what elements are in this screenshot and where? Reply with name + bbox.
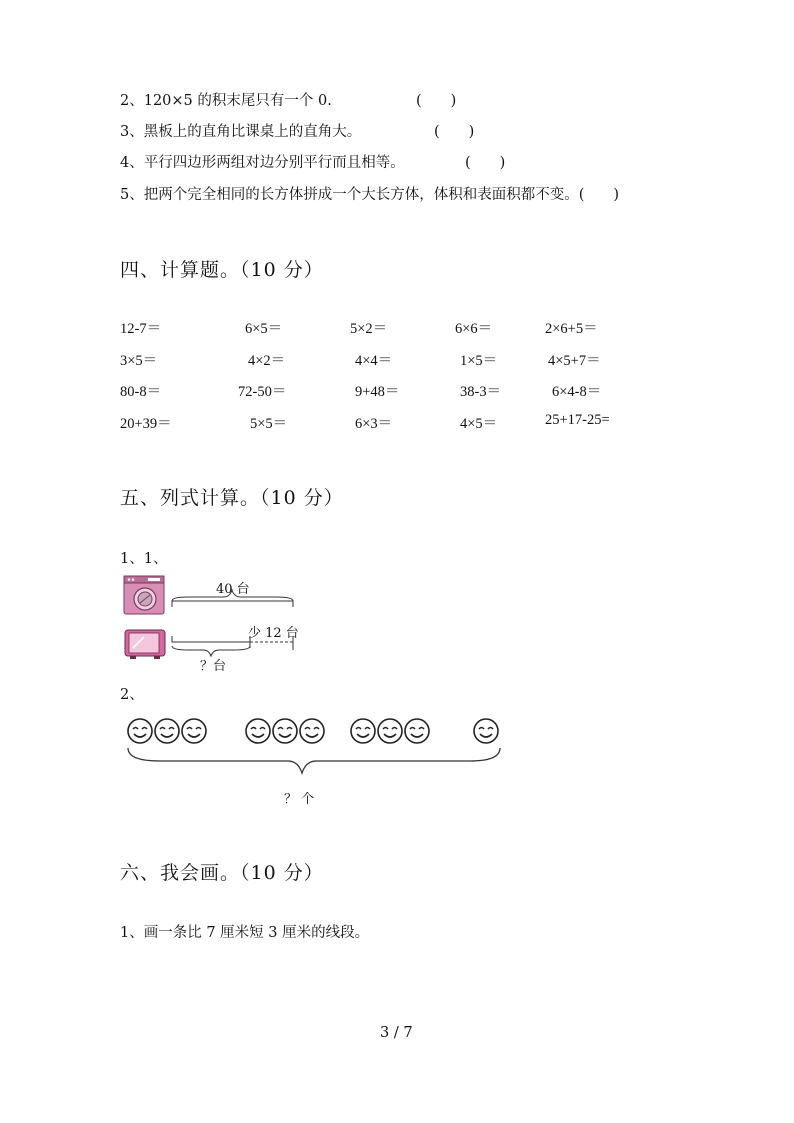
judge-item-4 <box>120 151 405 172</box>
q1-label: 1、1、 <box>120 551 168 567</box>
q1-question: ？台 <box>200 659 227 674</box>
calc-item: 5×2＝ <box>350 321 388 337</box>
q1-top-label: 40 台 <box>216 582 250 597</box>
calc-item: 4×2＝ <box>248 353 286 369</box>
smiley-face-icon <box>246 719 270 743</box>
judge-item-3 <box>120 120 361 141</box>
judge-item-2 <box>120 89 332 110</box>
washing-machine-icon <box>124 576 164 614</box>
smiley-face-icon <box>128 719 152 743</box>
calc-item: 72-50＝ <box>238 384 287 400</box>
smiley-face-icon <box>378 719 402 743</box>
smiley-face-icon <box>351 719 375 743</box>
calc-item: 4×5＝ <box>460 416 498 432</box>
smiley-face-icon <box>300 719 324 743</box>
calc-item: 6×4-8＝ <box>552 384 602 400</box>
calc-item: 5×5＝ <box>250 416 288 432</box>
calc-item: 6×5＝ <box>245 321 283 337</box>
section6-title: 六、我会画。（10 分） <box>120 862 324 884</box>
judge-paren-4[interactable]: ( ) <box>465 155 506 171</box>
calc-item: 38-3＝ <box>460 384 502 400</box>
q2-diagram <box>120 715 520 775</box>
calc-item: 4×4＝ <box>355 353 393 369</box>
calc-item: 20+39＝ <box>120 416 172 432</box>
calc-item: 6×6＝ <box>455 321 493 337</box>
calc-item: 2×6+5＝ <box>545 321 598 337</box>
calc-item: 3×5＝ <box>120 353 158 369</box>
judge-text: 2、120×5 的积末尾只有一个 0. <box>120 93 332 109</box>
calc-item: 25+17-25= <box>545 412 610 428</box>
calc-item: 4×5+7＝ <box>548 353 601 369</box>
section5-title: 五、列式计算。（10 分） <box>120 487 344 509</box>
q2-label: 2、 <box>120 687 144 703</box>
tv-icon <box>125 630 165 659</box>
q1-less-label: 少 12 台 <box>248 626 299 641</box>
section4-title: 四、计算题。（10 分） <box>120 259 324 281</box>
judge-paren-3[interactable]: ( ) <box>434 124 475 140</box>
smiley-face-icon <box>474 719 498 743</box>
smiley-face-icon <box>182 719 206 743</box>
smiley-face-icon <box>155 719 179 743</box>
smiley-face-icon <box>273 719 297 743</box>
judge-text: 5、把两个完全相同的长方体拼成一个大长方体，体积和表面积都不变。( <box>120 187 585 203</box>
judge-text: 3、黑板上的直角比课桌上的直角大。 <box>120 124 362 140</box>
judge-paren-2[interactable]: ( ) <box>416 93 457 109</box>
calc-item: 12-7＝ <box>120 321 162 337</box>
section6-q1: 1、画一条比 7 厘米短 3 厘米的线段。 <box>120 925 370 941</box>
judge-paren-5[interactable]: ) <box>584 187 620 203</box>
judge-text: 4、平行四边形两组对边分别平行而且相等。 <box>120 155 405 171</box>
curly-brace <box>128 748 500 773</box>
smiley-face-icon <box>405 719 429 743</box>
q2-question: ？ 个 <box>284 792 315 807</box>
judge-item-5 <box>120 183 619 204</box>
smiley-faces <box>128 719 498 743</box>
calc-item: 6×3＝ <box>355 416 393 432</box>
calc-item: 9+48＝ <box>355 384 400 400</box>
calc-item: 1×5＝ <box>460 353 498 369</box>
calc-item: 80-8＝ <box>120 384 162 400</box>
page-number: 3 / 7 <box>380 1025 413 1041</box>
